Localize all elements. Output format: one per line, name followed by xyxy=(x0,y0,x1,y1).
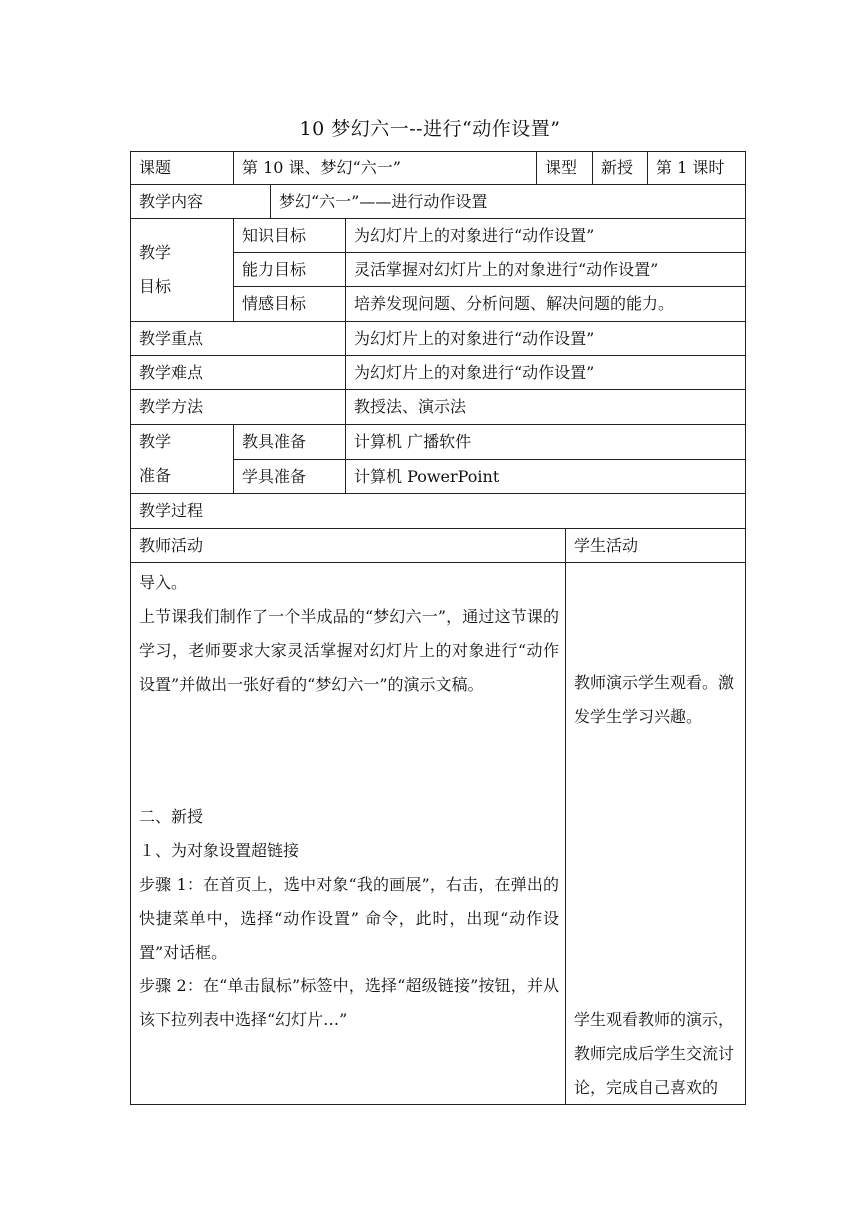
method-label: 教学方法 xyxy=(130,389,346,425)
teaching-tools-label: 教具准备 xyxy=(233,424,346,460)
learning-tools-label: 学具准备 xyxy=(233,459,346,494)
prep-label xyxy=(130,424,234,494)
subsection-hyperlink: １、为对象设置超链接 xyxy=(139,841,300,860)
student-activity-2: 学生观看教师的演示，教师完成后学生交流讨论，完成自己喜欢的 xyxy=(574,1010,735,1097)
learning-tools-value: 计算机 PowerPoint xyxy=(345,459,746,494)
difficulty-label: 教学难点 xyxy=(130,355,346,390)
step-1: 步骤 1：在首页上，选中对象“我的画展”，右击，在弹出的快捷菜单中，选择“动作设置” 命令，此时，出现“动作设置”对话框。 xyxy=(139,875,559,962)
topic-value: 第 10 课、梦幻“六一” xyxy=(233,151,537,185)
teaching-tools-value: 计算机 广播软件 xyxy=(345,424,746,460)
objectives-label xyxy=(130,218,234,322)
focus-value: 为幻灯片上的对象进行“动作设置” xyxy=(345,321,746,356)
prep-label-line2: 准备 xyxy=(139,466,172,485)
emotion-objective-value: 培养发现问题、分析问题、解决问题的能力。 xyxy=(345,286,746,322)
teacher-activity-cell xyxy=(130,562,566,1105)
intro-heading: 导入。 xyxy=(139,573,188,592)
lesson-type-label: 课型 xyxy=(536,151,593,185)
lesson-plan-table xyxy=(130,151,746,1105)
ability-objective-label: 能力目标 xyxy=(233,252,346,287)
page-title: 10 梦幻六一--进行“动作设置” xyxy=(299,118,561,140)
student-activity-header: 学生活动 xyxy=(565,528,746,563)
ability-objective-value: 灵活掌握对幻灯片上的对象进行“动作设置” xyxy=(345,252,746,287)
lesson-hour: 第 1 课时 xyxy=(647,151,746,185)
knowledge-objective-label: 知识目标 xyxy=(233,218,346,253)
prep-label-line1: 教学 xyxy=(139,432,172,451)
objectives-label-line2: 目标 xyxy=(139,277,172,296)
teacher-activity-header: 教师活动 xyxy=(130,528,566,563)
process-label: 教学过程 xyxy=(130,493,746,529)
student-activity-cell xyxy=(565,562,746,1105)
method-value: 教授法、演示法 xyxy=(345,389,746,425)
student-activity-1: 教师演示学生观看。激发学生学习兴趣。 xyxy=(574,673,735,726)
topic-label: 课题 xyxy=(130,151,234,185)
content-value: 梦幻“六一”——进行动作设置 xyxy=(270,184,746,219)
content-label: 教学内容 xyxy=(130,184,271,219)
objectives-label-line1: 教学 xyxy=(139,243,172,262)
intro-paragraph: 上节课我们制作了一个半成品的“梦幻六一”，通过这节课的学习，老师要求大家灵活掌握对幻灯片上的对象进行“动作设置”并做出一张好看的“梦幻六一”的演示文稿。 xyxy=(139,607,559,694)
section-new-lesson: 二、新授 xyxy=(139,807,204,826)
knowledge-objective-value: 为幻灯片上的对象进行“动作设置” xyxy=(345,218,746,253)
focus-label: 教学重点 xyxy=(130,321,346,356)
lesson-type-value: 新授 xyxy=(592,151,648,185)
step-2: 步骤 2：在“单击鼠标”标签中，选择“超级链接”按钮，并从该下拉列表中选择“幻灯片…” xyxy=(139,976,559,1029)
emotion-objective-label: 情感目标 xyxy=(233,286,346,322)
difficulty-value: 为幻灯片上的对象进行“动作设置” xyxy=(345,355,746,390)
